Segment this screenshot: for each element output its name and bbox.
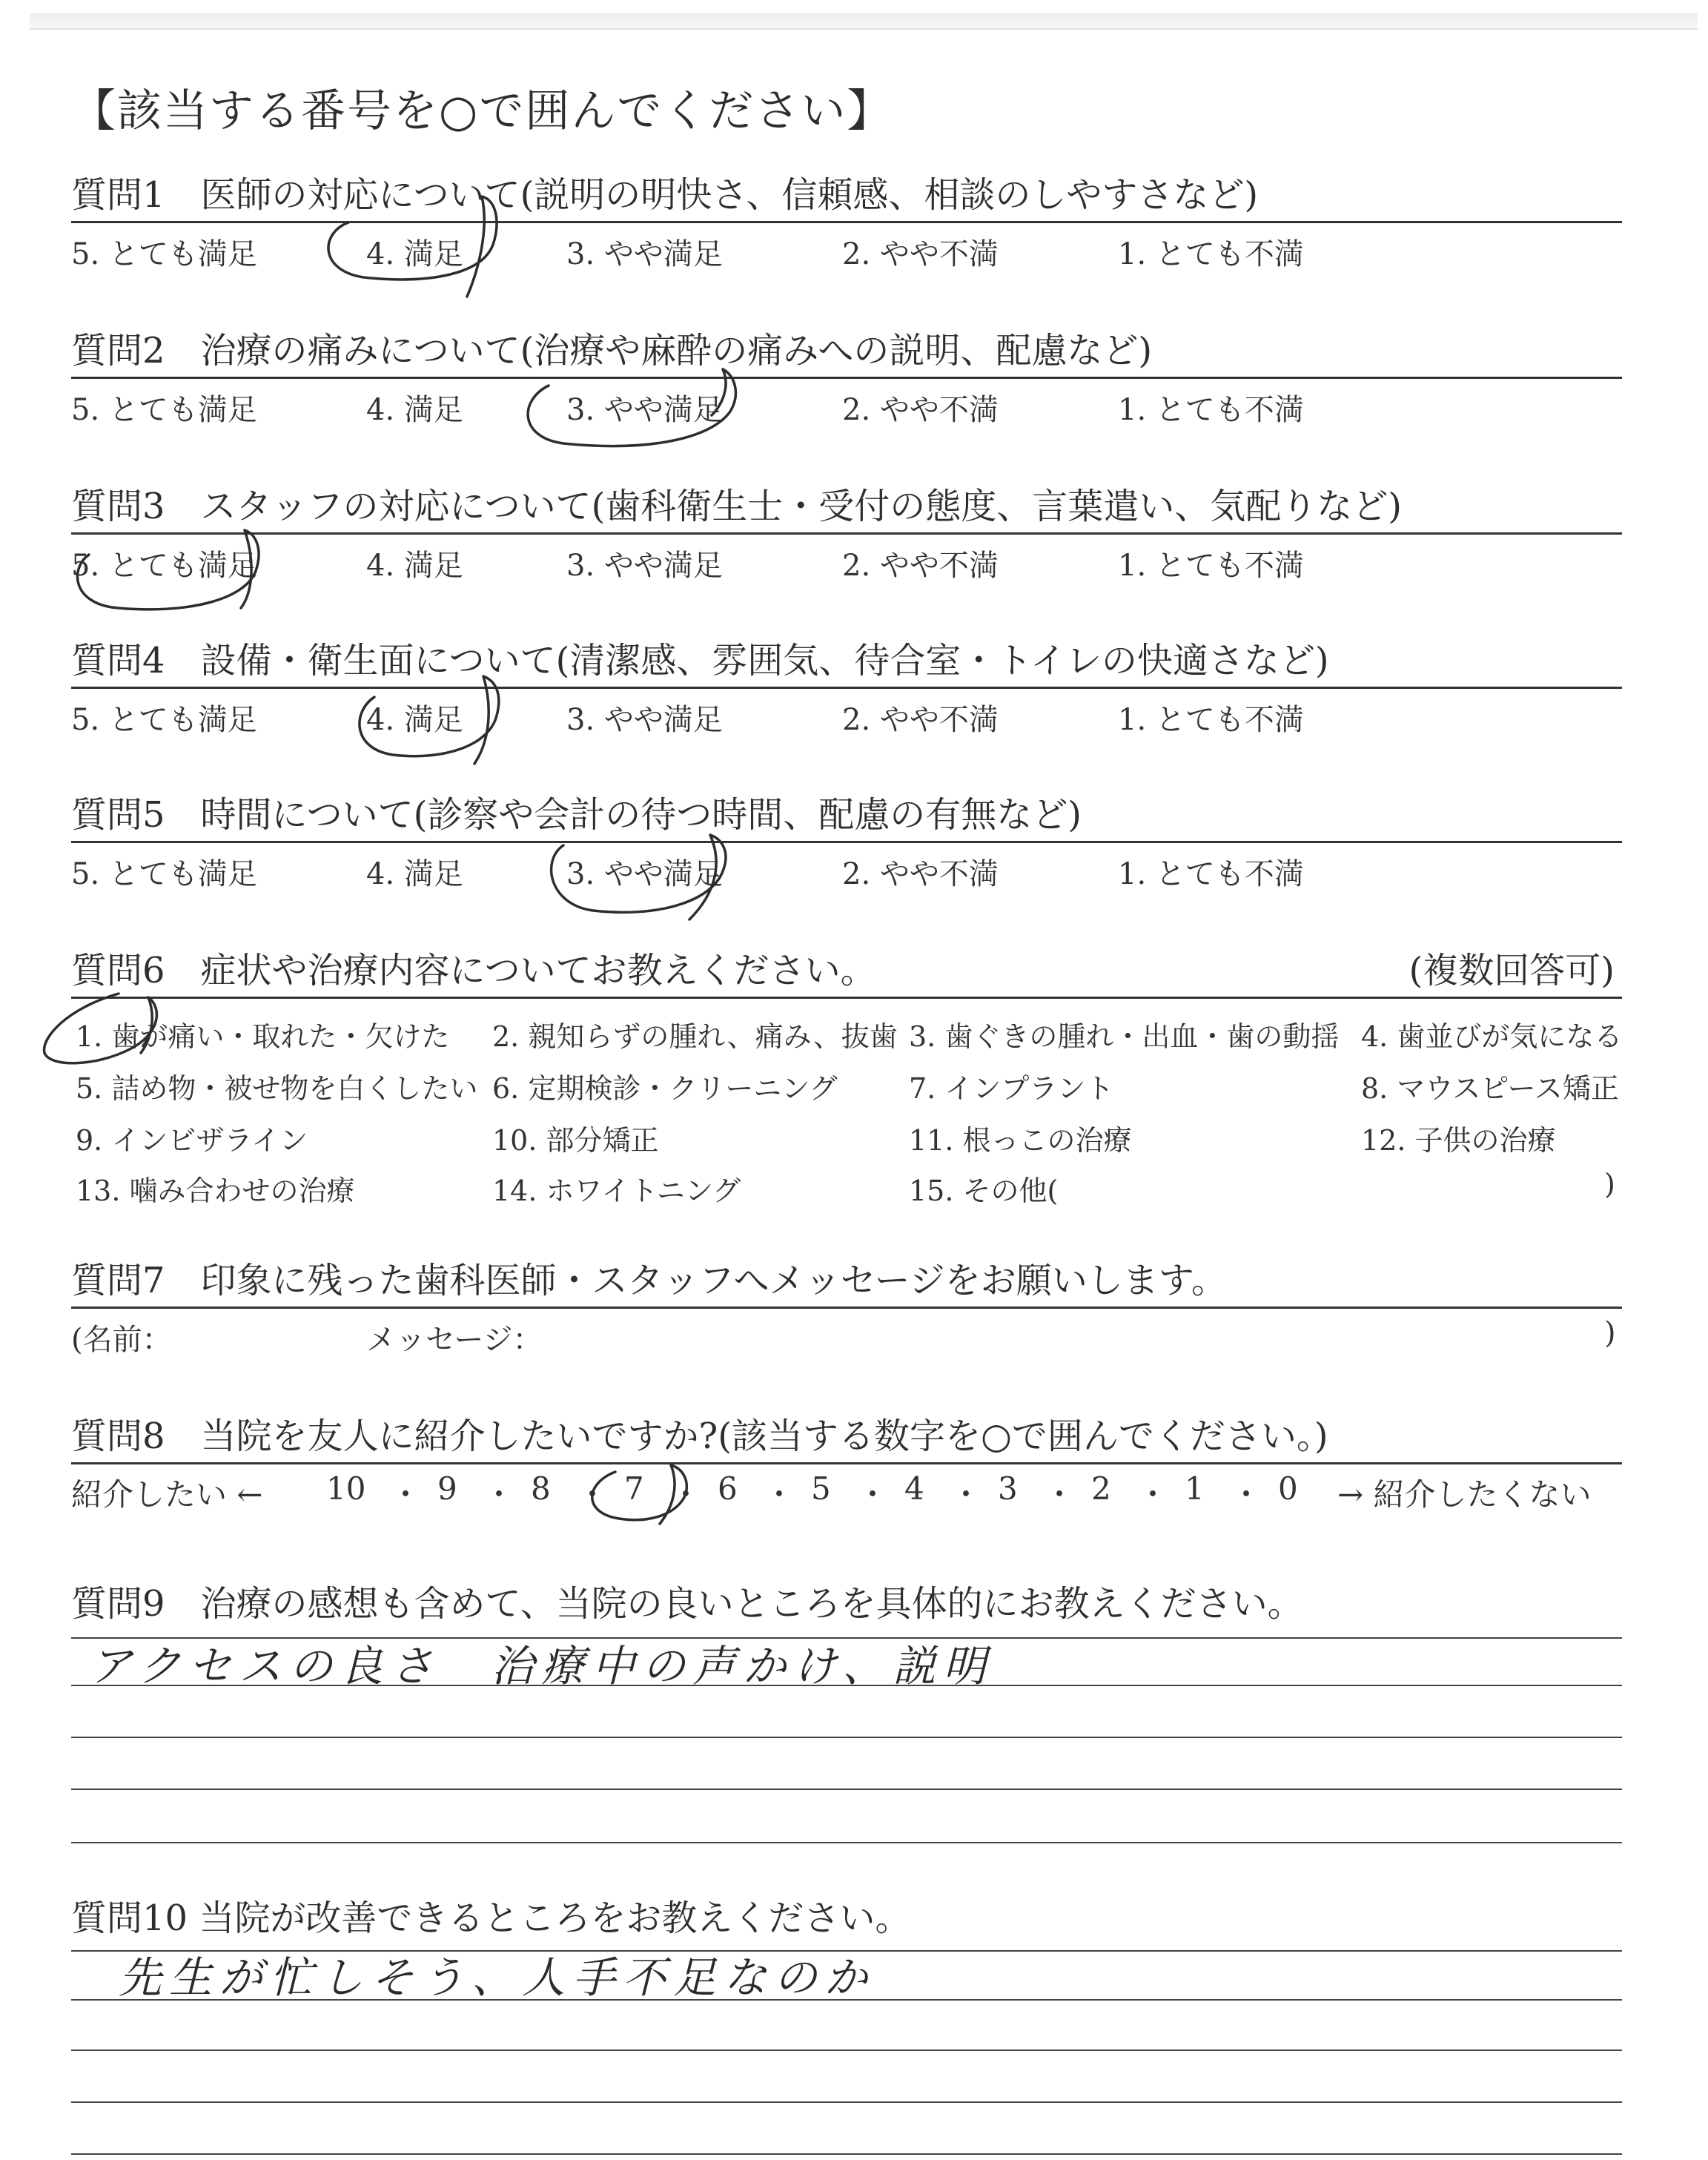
question-2 (71, 328, 1622, 431)
option-3[interactable]: 3. やや満足 (566, 857, 723, 891)
option-3[interactable]: 3. やや満足 (566, 549, 723, 583)
option-1[interactable]: 1. とても不満 (1118, 703, 1304, 737)
question-5 (71, 792, 1622, 895)
rating-options (71, 535, 1622, 587)
option-5[interactable]: 5. とても満足 (71, 237, 257, 271)
option-1[interactable]: 1. とても不満 (1118, 237, 1304, 271)
symptom-option-14[interactable]: 14. ホワイトニング (492, 1175, 741, 1207)
q10-handwritten-answer[interactable]: 先生が忙しそう、人手不足なのか (119, 1952, 875, 2003)
question-title: 質問1 医師の対応について(説明の明快さ、信頼感、相談のしやすさなど) (71, 174, 1259, 216)
rating-options (71, 223, 1622, 275)
question-6 (71, 948, 1622, 1214)
symptom-option-11[interactable]: 11. 根っこの治療 (909, 1124, 1132, 1157)
recommend-right-label: → 紹介したくない (1337, 1476, 1592, 1513)
option-2[interactable]: 2. やや不満 (842, 237, 999, 271)
symptom-option-12[interactable]: 12. 子供の治療 (1361, 1124, 1556, 1157)
scale-dot: ・ (390, 1476, 422, 1513)
rating-options (71, 843, 1622, 895)
scale-dot: ・ (483, 1476, 515, 1513)
option-2[interactable]: 2. やや不満 (842, 393, 999, 427)
recommend-scale (71, 1464, 1622, 1519)
option-2[interactable]: 2. やや不満 (842, 549, 999, 583)
scale-dot: ・ (857, 1476, 889, 1513)
question-title: 質問7 印象に残った歯科医師・スタッフへメッセージをお願いします。 (71, 1260, 1227, 1301)
scale-dot: ・ (1231, 1476, 1262, 1513)
symptom-option-6[interactable]: 6. 定期検診・クリーニング (492, 1072, 838, 1105)
question-1 (71, 172, 1622, 275)
scale-6[interactable]: 6 (718, 1470, 738, 1507)
scale-8[interactable]: 8 (531, 1470, 551, 1507)
symptom-option-5[interactable]: 5. 詰め物・被せ物を白くしたい (76, 1072, 478, 1105)
option-3[interactable]: 3. やや満足 (566, 237, 723, 271)
q9-handwritten-answer[interactable]: アクセスの良さ 治療中の声かけ、説明 (89, 1641, 993, 1691)
option-4[interactable]: 4. 満足 (366, 549, 463, 583)
question-title: 質問3 スタッフの対応について(歯科衛生士・受付の態度、言葉遣い、気配りなど) (71, 486, 1403, 527)
name-label: (名前： (71, 1323, 172, 1357)
symptom-option-1[interactable]: 1. 歯が痛い・取れた・欠けた (76, 1020, 450, 1053)
question-title: 質問4 設備・衛生面について(清潔感、雰囲気、待合室・トイレの快適さなど) (71, 640, 1329, 681)
scale-dot: ・ (1137, 1476, 1169, 1513)
scan-edge (30, 13, 1698, 30)
question-title: 質問10 当院が改善できるところをお教えください。 (71, 1898, 911, 1939)
answer-line (71, 1737, 1622, 1738)
question-6-text: 質問6 症状や治療内容についてお教えください。 (71, 950, 876, 991)
symptom-option-9[interactable]: 9. インビザライン (76, 1124, 308, 1157)
question-10 (71, 1895, 1622, 1941)
question-title: 質問5 時間について(診察や会計の待つ時間、配慮の有無など) (71, 794, 1082, 836)
symptom-option-13[interactable]: 13. 噛み合わせの治療 (76, 1175, 355, 1207)
option-5[interactable]: 5. とても満足 (71, 857, 257, 891)
scale-dot: ・ (670, 1476, 702, 1513)
symptom-option-10[interactable]: 10. 部分矯正 (492, 1124, 659, 1157)
option-1[interactable]: 1. とても不満 (1118, 857, 1304, 891)
question-8 (71, 1413, 1622, 1519)
answer-line (71, 2153, 1622, 2155)
rating-options (71, 379, 1622, 431)
recommend-left-label: 紹介したい ← (71, 1476, 263, 1513)
question-title: 質問8 当院を友人に紹介したいですか?(該当する数字を○で囲んでください。) (71, 1416, 1328, 1457)
scale-3[interactable]: 3 (998, 1470, 1018, 1507)
question-title (71, 948, 1622, 994)
answer-line (71, 1789, 1622, 1790)
scale-dot: ・ (1044, 1476, 1076, 1513)
symptom-option-4[interactable]: 4. 歯並びが気になる (1361, 1020, 1623, 1053)
option-2[interactable]: 2. やや不満 (842, 703, 999, 737)
message-label: メッセージ： (366, 1323, 543, 1357)
answer-line (71, 1842, 1622, 1843)
option-4[interactable]: 4. 満足 (366, 857, 463, 891)
symptom-option-3[interactable]: 3. 歯ぐきの腫れ・出血・歯の動揺 (909, 1020, 1340, 1053)
symptom-option-7[interactable]: 7. インプラント (909, 1072, 1114, 1105)
question-7 (71, 1258, 1622, 1361)
option-5[interactable]: 5. とても満足 (71, 703, 257, 737)
symptom-option-8[interactable]: 8. マウスピース矯正 (1361, 1072, 1619, 1105)
option-5[interactable]: 5. とても満足 (71, 393, 257, 427)
question-title: 質問9 治療の感想も含めて、当院の良いところを具体的にお教えください。 (71, 1583, 1303, 1625)
scale-dot: ・ (764, 1476, 795, 1513)
symptom-options (71, 999, 1622, 1214)
question-3 (71, 483, 1622, 587)
option-3[interactable]: 3. やや満足 (566, 703, 723, 737)
option-4[interactable]: 4. 満足 (366, 237, 463, 271)
scale-10[interactable]: 10 (326, 1470, 366, 1507)
scale-dot: ・ (950, 1476, 982, 1513)
question-9 (71, 1581, 1622, 1627)
answer-line (71, 2050, 1622, 2051)
option-1[interactable]: 1. とても不満 (1118, 393, 1304, 427)
rating-options (71, 689, 1622, 741)
symptom-option-15[interactable]: 15. その他( (909, 1175, 1059, 1207)
other-close-paren: ) (1604, 1168, 1615, 1200)
scale-7[interactable]: 7 (624, 1470, 644, 1507)
scale-5[interactable]: 5 (811, 1470, 831, 1507)
scale-4[interactable]: 4 (904, 1470, 924, 1507)
page-heading: 【該当する番号を○で囲んでください】 (71, 85, 893, 137)
option-4[interactable]: 4. 満足 (366, 393, 463, 427)
option-4[interactable]: 4. 満足 (366, 703, 463, 737)
question-title: 質問2 治療の痛みについて(治療や麻酔の痛みへの説明、配慮など) (71, 330, 1153, 371)
scale-9[interactable]: 9 (437, 1470, 457, 1507)
scale-0[interactable]: 0 (1278, 1470, 1298, 1507)
option-1[interactable]: 1. とても不満 (1118, 549, 1304, 583)
symptom-option-2[interactable]: 2. 親知らずの腫れ、痛み、抜歯 (492, 1020, 898, 1053)
answer-line (71, 2101, 1622, 2103)
scale-1[interactable]: 1 (1185, 1470, 1205, 1507)
scale-dot: ・ (577, 1476, 609, 1513)
scale-2[interactable]: 2 (1091, 1470, 1111, 1507)
option-3[interactable]: 3. やや満足 (566, 393, 723, 427)
option-5[interactable]: 5. とても満足 (71, 549, 257, 583)
multiple-answers-note: (複数回答可) (1409, 950, 1615, 991)
option-2[interactable]: 2. やや不満 (842, 857, 999, 891)
message-field[interactable] (71, 1309, 1622, 1361)
question-4 (71, 638, 1622, 741)
message-close-paren: ) (1604, 1316, 1616, 1350)
